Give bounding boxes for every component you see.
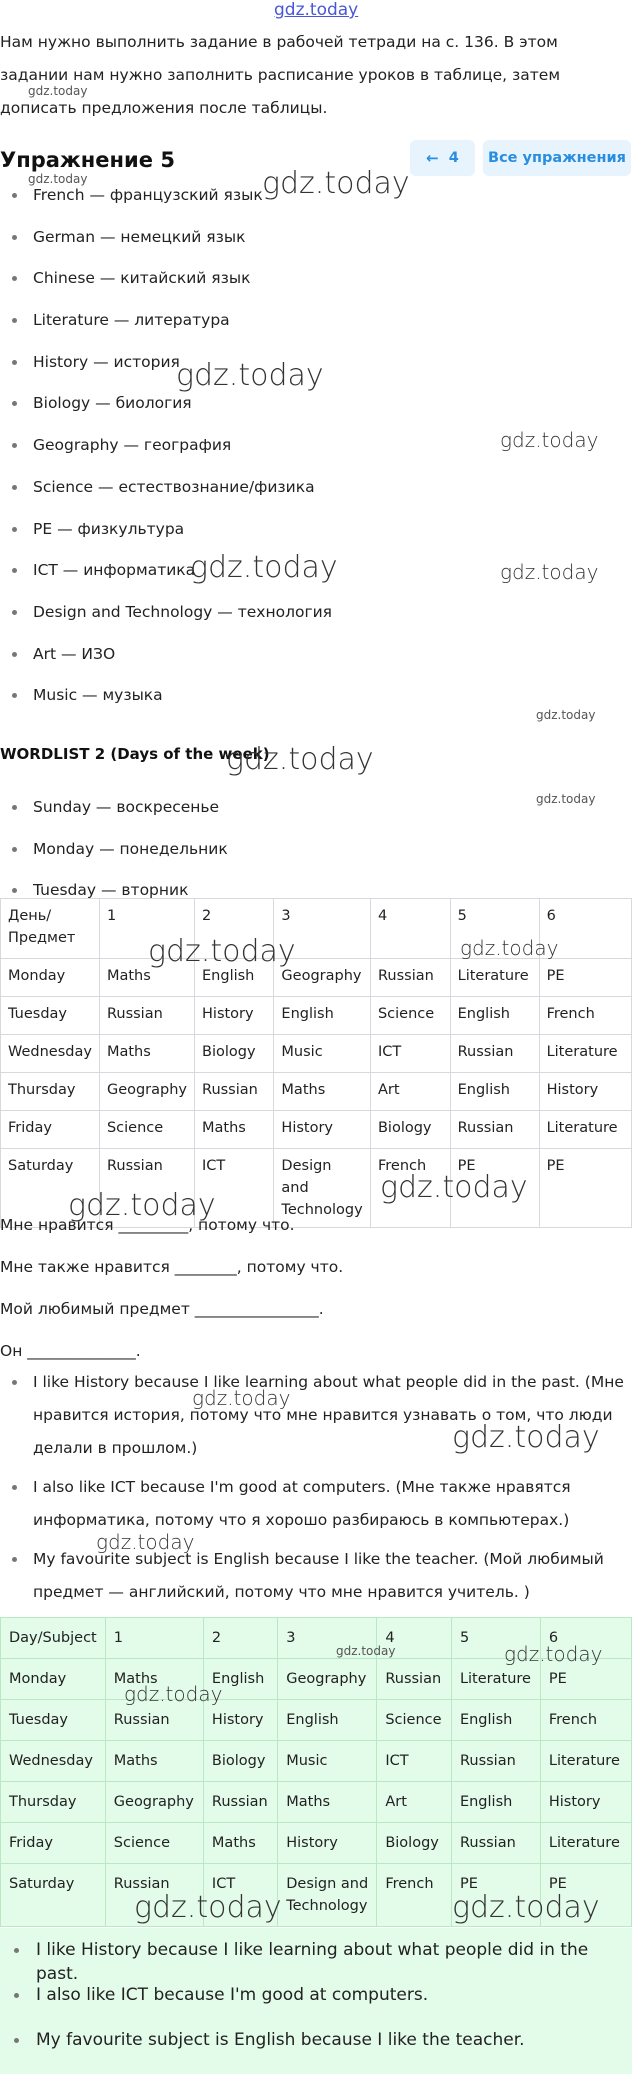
all-exercises-button[interactable]: Все упражнения [483, 140, 631, 176]
table-cell: Biology [377, 1823, 452, 1864]
table-cell: Russian [451, 1823, 540, 1864]
table-cell: Science [377, 1700, 452, 1741]
table-row [1, 1741, 632, 1782]
table-cell: PE [540, 1864, 631, 1927]
arrow-left-icon: ← [426, 149, 439, 167]
fill-sentence: Мне нравится _________, потому что. [0, 1216, 295, 1234]
table-row [1, 1111, 632, 1149]
watermark: gdz.today [148, 934, 296, 969]
list-item: Art — ИЗО [0, 642, 332, 684]
list-item: I also like ICT because I'm good at computers. [0, 1983, 632, 2028]
table-cell: Maths [274, 1073, 371, 1111]
table-cell: Wednesday [1, 1741, 106, 1782]
watermark: gdz.today [96, 1530, 195, 1554]
list-item: I also like ICT because I'm good at computers. (Мне также нравятся информатика, потому что я хорошо разбираюсь в компьютерах.) [0, 1471, 626, 1537]
table-cell: Science [370, 997, 450, 1035]
table-cell: Monday [1, 1659, 106, 1700]
table-cell: Biology [195, 1035, 274, 1073]
watermark: gdz.today [176, 358, 324, 393]
watermark: gdz.today [124, 1682, 223, 1706]
intro-text: Нам нужно выполнить задание в рабочей тетради на с. 136. В этом задании нам нужно заполнить расписание уроков в таблице, затем дописать предложения после таблицы. [0, 33, 561, 117]
table-cell: Geography [274, 959, 371, 997]
table-header-cell: 6 [539, 899, 631, 959]
subjects-list [0, 183, 332, 725]
list-item: Sunday — воскресенье [0, 795, 228, 837]
table-cell: ICT [377, 1741, 452, 1782]
table-row [1, 1782, 632, 1823]
table-cell: Maths [195, 1111, 274, 1149]
table-cell: Friday [1, 1111, 100, 1149]
table-cell: PE [539, 959, 631, 997]
table-cell: ICT [203, 1864, 277, 1927]
watermark: gdz.today [192, 1386, 291, 1410]
watermark: gdz.today [452, 1890, 600, 1925]
list-item: I like History because I like learning about what people did in the past. (Мне нравится история, потому что мне нравится узнавать о том, что люди делали в прошлом.) [0, 1366, 626, 1465]
list-item: Literature — литература [0, 308, 332, 350]
table-cell: Maths [99, 959, 194, 997]
table-cell: Russian [450, 1035, 539, 1073]
list-item: German — немецкий язык [0, 225, 332, 267]
table-cell: Music [278, 1741, 377, 1782]
table-cell: PE [539, 1149, 631, 1228]
table-header-cell: 5 [450, 899, 539, 959]
table-row [1, 1823, 632, 1864]
table-cell: English [451, 1700, 540, 1741]
table-cell: English [274, 997, 371, 1035]
table-cell: English [278, 1700, 377, 1741]
table-cell: Russian [370, 959, 450, 997]
table-row [1, 1035, 632, 1073]
table-cell: French [370, 1149, 450, 1228]
table-header-cell: 4 [370, 899, 450, 959]
list-item: French — французский язык [0, 183, 332, 225]
table-cell: History [278, 1823, 377, 1864]
table-header-cell: День/ Предмет [1, 899, 100, 959]
table-header-cell: 1 [99, 899, 194, 959]
table-header-cell: 1 [105, 1618, 203, 1659]
list-item: Biology — биология [0, 391, 332, 433]
table-cell: PE [540, 1659, 631, 1700]
watermark: gdz.today [536, 708, 596, 722]
exercise-header [0, 140, 632, 184]
table-row [1, 1659, 632, 1700]
table-cell: Russian [203, 1782, 277, 1823]
table-cell: Geography [99, 1073, 194, 1111]
watermark: gdz.today [504, 1642, 603, 1666]
list-item: PE — физкультура [0, 517, 332, 559]
wordlist-title: WORDLIST 2 (Days of the week) [0, 745, 270, 763]
table-cell: Maths [203, 1823, 277, 1864]
prev-exercise-button[interactable] [410, 140, 475, 176]
table-cell: Saturday [1, 1149, 100, 1228]
table-cell: Maths [278, 1782, 377, 1823]
table-cell: Literature [451, 1659, 540, 1700]
watermark: gdz.today [28, 172, 88, 186]
list-item: My favourite subject is English because I like the teacher. [0, 2028, 632, 2073]
table-cell: Geography [278, 1659, 377, 1700]
table-row [1, 1073, 632, 1111]
table-cell: Art [370, 1073, 450, 1111]
table-cell: Russian [99, 1149, 194, 1228]
list-item: History — история [0, 350, 332, 392]
list-item: Tuesday — вторник [0, 878, 228, 920]
table-cell: History [539, 1073, 631, 1111]
watermark: gdz.today [460, 936, 559, 960]
table-cell: Art [377, 1782, 452, 1823]
table-cell: Wednesday [1, 1035, 100, 1073]
table-header-cell: 3 [278, 1618, 377, 1659]
table-cell: Tuesday [1, 997, 100, 1035]
table-header-cell: 2 [203, 1618, 277, 1659]
table-cell: ICT [195, 1149, 274, 1228]
table-cell: Thursday [1, 1782, 106, 1823]
watermark: gdz.today [226, 742, 374, 777]
table-header-cell: Day/Subject [1, 1618, 106, 1659]
table-cell: Design and Technology [278, 1864, 377, 1927]
watermark: gdz.today [262, 166, 410, 201]
list-item: Music — музыка [0, 683, 332, 725]
table-cell: Russian [377, 1659, 452, 1700]
table-cell: Russian [451, 1741, 540, 1782]
exercise-title: Упражнение 5 [0, 148, 175, 172]
table-cell: PE [451, 1864, 540, 1927]
table-cell: Literature [450, 959, 539, 997]
schedule-table [0, 898, 632, 1228]
table-cell: Science [99, 1111, 194, 1149]
watermark: gdz.today [452, 1420, 600, 1455]
fill-sentence: Мой любимый предмет ________________. [0, 1300, 324, 1318]
table-cell: English [450, 997, 539, 1035]
watermark: gdz.today [536, 792, 596, 806]
table-cell: Russian [195, 1073, 274, 1111]
table-cell: History [274, 1111, 371, 1149]
table-cell: ICT [370, 1035, 450, 1073]
table-cell: English [203, 1659, 277, 1700]
table-cell: Design and Technology [274, 1149, 371, 1228]
table-cell: English [450, 1073, 539, 1111]
table-row [1, 1864, 632, 1927]
list-item: Monday — понедельник [0, 837, 228, 879]
answer-box-list [0, 1938, 632, 2073]
list-item: I like History because I like learning about what people did in the past. [0, 1938, 632, 1983]
table-cell: Russian [99, 997, 194, 1035]
table-row [1, 1700, 632, 1741]
table-cell: Literature [539, 1035, 631, 1073]
table-header-cell: 3 [274, 899, 371, 959]
watermark: gdz.today [336, 1644, 396, 1658]
watermark: gdz.today [380, 1170, 528, 1205]
site-logo-link[interactable]: gdz.today [274, 0, 359, 20]
table-cell: Biology [203, 1741, 277, 1782]
watermark: gdz.today [134, 1890, 282, 1925]
table-header-row [1, 899, 632, 959]
prev-exercise-label: 4 [448, 150, 459, 166]
watermark: gdz.today [190, 550, 338, 585]
watermark: gdz.today [28, 84, 88, 98]
fill-sentence: Он ______________. [0, 1342, 141, 1360]
table-cell: Music [274, 1035, 371, 1073]
table-cell: Monday [1, 959, 100, 997]
table-header-cell: 6 [540, 1618, 631, 1659]
table-cell: Tuesday [1, 1700, 106, 1741]
table-cell: Russian [105, 1700, 203, 1741]
table-cell: Maths [105, 1741, 203, 1782]
table-cell: Biology [370, 1111, 450, 1149]
table-cell: PE [450, 1149, 539, 1228]
list-item: Science — естествознание/физика [0, 475, 332, 517]
table-cell: Thursday [1, 1073, 100, 1111]
table-row [1, 959, 632, 997]
table-cell: Literature [540, 1823, 631, 1864]
table-cell: French [540, 1700, 631, 1741]
table-cell: History [540, 1782, 631, 1823]
table-cell: Saturday [1, 1864, 106, 1927]
table-cell: History [203, 1700, 277, 1741]
fill-sentence: Мне также нравится ________, потому что. [0, 1258, 344, 1276]
answer-schedule-table [0, 1617, 632, 1927]
table-cell: Russian [450, 1111, 539, 1149]
table-cell: History [195, 997, 274, 1035]
table-cell: English [451, 1782, 540, 1823]
table-header-cell: 4 [377, 1618, 452, 1659]
list-item: Geography — география [0, 433, 332, 475]
table-header-cell: 5 [451, 1618, 540, 1659]
table-cell: Literature [540, 1741, 631, 1782]
table-header-row [1, 1618, 632, 1659]
watermark: gdz.today [500, 428, 599, 452]
answers-list [0, 1366, 626, 1615]
table-cell: Maths [105, 1659, 203, 1700]
table-cell: Russian [105, 1864, 203, 1927]
watermark: gdz.today [500, 560, 599, 584]
table-cell: Geography [105, 1782, 203, 1823]
list-item: Design and Technology — технология [0, 600, 332, 642]
list-item: Chinese — китайский язык [0, 266, 332, 308]
list-item: My favourite subject is English because I like the teacher. (Мой любимый предмет — английский, потому что мне нравится учитель. ) [0, 1543, 626, 1609]
table-cell: Science [105, 1823, 203, 1864]
table-row [1, 997, 632, 1035]
table-cell: French [539, 997, 631, 1035]
watermark: gdz.today [68, 1188, 216, 1223]
table-header-cell: 2 [195, 899, 274, 959]
table-cell: Friday [1, 1823, 106, 1864]
table-cell: Maths [99, 1035, 194, 1073]
table-cell: Literature [539, 1111, 631, 1149]
table-cell: French [377, 1864, 452, 1927]
table-cell: English [195, 959, 274, 997]
list-item: ICT — информатика [0, 558, 332, 600]
